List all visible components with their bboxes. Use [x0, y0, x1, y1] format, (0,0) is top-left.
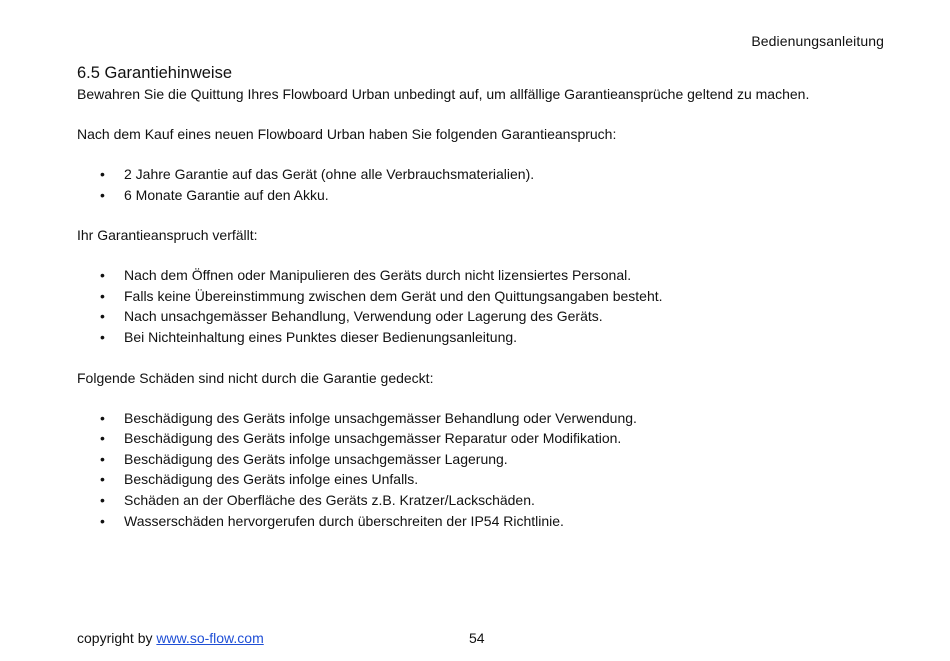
intro-paragraph: Bewahren Sie die Quittung Ihres Flowboard Urban unbedingt auf, um allfällige Garantieansprüche geltend zu machen. — [77, 86, 810, 102]
list-item: • Bei Nichteinhaltung eines Punktes dieser Bedienungsanleitung. — [77, 327, 897, 348]
list-item: • Falls keine Übereinstimmung zwischen dem Gerät und den Quittungsangaben besteht. — [77, 286, 897, 307]
claim-intro: Nach dem Kauf eines neuen Flowboard Urban haben Sie folgenden Garantieanspruch: — [77, 126, 617, 142]
list-item: • Beschädigung des Geräts infolge unsachgemässer Behandlung oder Verwendung. — [77, 408, 897, 429]
list-item: • Beschädigung des Geräts infolge unsachgemässer Lagerung. — [77, 449, 897, 470]
bullet-icon: • — [100, 471, 105, 488]
void-conditions-list — [77, 265, 897, 347]
bullet-icon: • — [100, 512, 105, 529]
list-item: • Nach dem Öffnen oder Manipulieren des Geräts durch nicht lizensiertes Personal. — [77, 265, 897, 286]
copyright-label: copyright by — [77, 630, 153, 646]
footer-copyright — [77, 630, 264, 646]
bullet-icon: • — [100, 491, 105, 508]
bullet-icon: • — [100, 409, 105, 426]
exclusions-list — [77, 408, 897, 532]
claims-list — [77, 164, 897, 205]
list-item: • 6 Monate Garantie auf den Akku. — [77, 185, 897, 206]
bullet-icon: • — [100, 328, 105, 345]
list-item: • 2 Jahre Garantie auf das Gerät (ohne alle Verbrauchsmaterialien). — [77, 164, 897, 185]
bullet-icon: • — [100, 166, 105, 182]
bullet-icon: • — [100, 186, 105, 203]
list-item: • Wasserschäden hervorgerufen durch überschreiten der IP54 Richtlinie. — [77, 511, 897, 532]
list-item: • Schäden an der Oberfläche des Geräts z.B. Kratzer/Lackschäden. — [77, 490, 897, 511]
section-title: 6.5 Garantiehinweise — [77, 64, 233, 82]
running-header: Bedienungsanleitung — [751, 33, 884, 49]
list-item: • Beschädigung des Geräts infolge eines Unfalls. — [77, 469, 897, 490]
bullet-icon: • — [100, 450, 105, 467]
exclusions-intro: Folgende Schäden sind nicht durch die Garantie gedeckt: — [77, 369, 434, 386]
page-content — [77, 62, 897, 551]
list-item: • Nach unsachgemässer Behandlung, Verwendung oder Lagerung des Geräts. — [77, 306, 897, 327]
void-intro: Ihr Garantieanspruch verfällt: — [77, 227, 258, 244]
list-item: • Beschädigung des Geräts infolge unsachgemässer Reparatur oder Modifikation. — [77, 428, 897, 449]
bullet-icon: • — [100, 430, 105, 447]
bullet-icon: • — [100, 308, 105, 325]
page-number: 54 — [469, 630, 485, 646]
website-link[interactable]: www.so-flow.com — [156, 630, 264, 646]
bullet-icon: • — [100, 287, 105, 304]
bullet-icon: • — [100, 267, 105, 284]
